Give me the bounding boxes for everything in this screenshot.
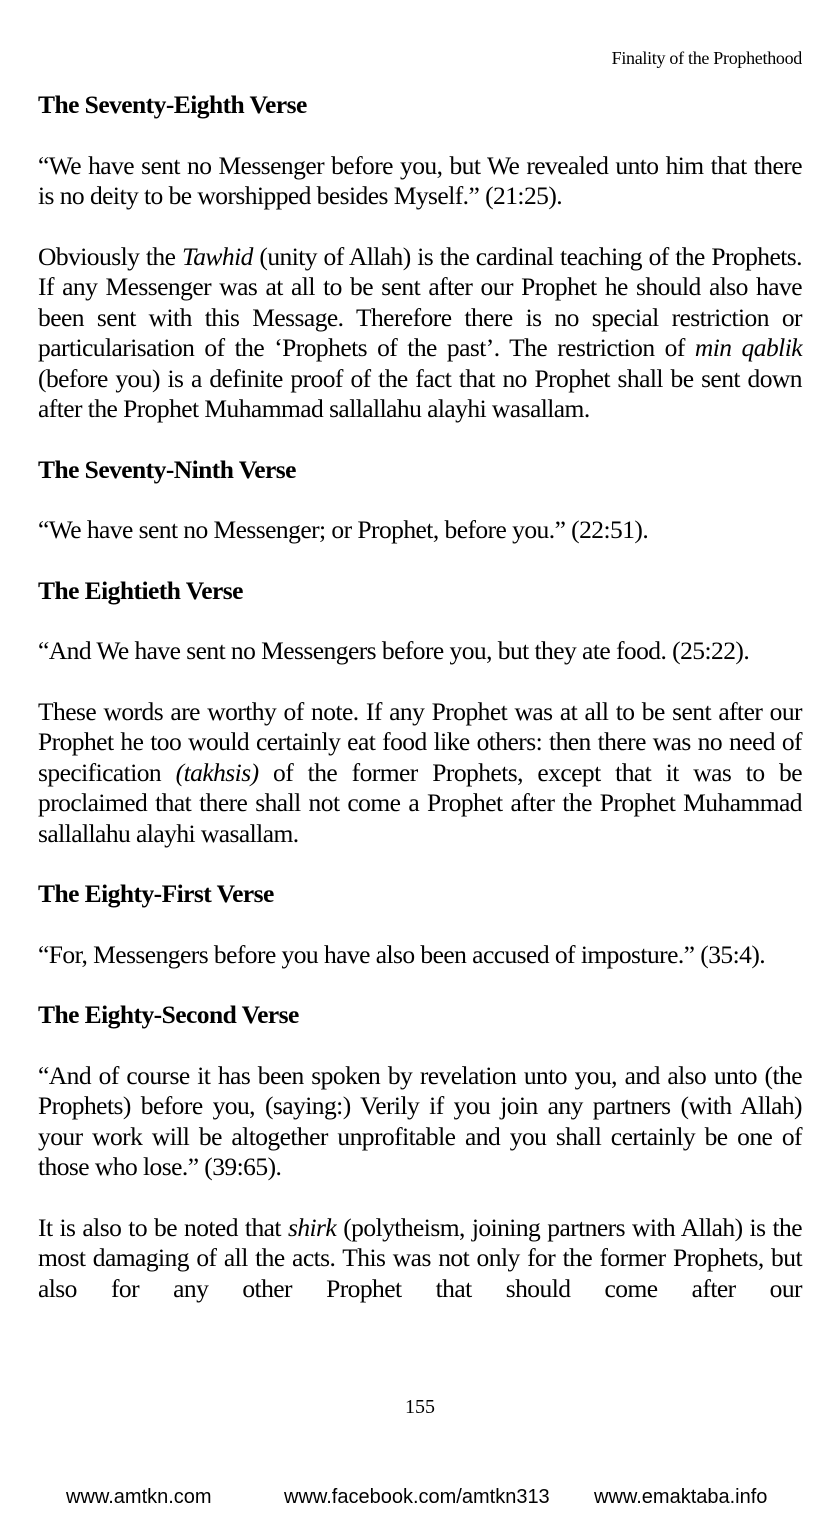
commentary-78 [38, 242, 802, 425]
commentary-82-text-1: It is also to be noted that [38, 1212, 288, 1242]
page-number: 155 [405, 1396, 435, 1418]
verse-quote-82: “And of course it has been spoken by revelation unto you, and also unto (the Prophets) before you, (saying:) Verily if you join any partners (with Allah) your work will be altogether unprofitable and you shall certainly be one of those who lose.” (39:65). [38, 1060, 802, 1181]
section-heading-80: The Eightieth Verse [38, 575, 243, 605]
footer-link-emaktaba[interactable]: www.emaktaba.info [594, 1486, 768, 1508]
commentary-80 [38, 697, 802, 850]
footer-link-facebook[interactable]: www.facebook.com/amtkn313 [284, 1486, 550, 1508]
commentary-78-text-1: Obviously the [38, 241, 182, 271]
verse-quote-80: “And We have sent no Messengers before you, but they ate food. (25:22). [38, 636, 750, 665]
section-heading-79: The Seventy-Ninth Verse [38, 454, 296, 484]
verse-quote-81: “For, Messengers before you have also been accused of imposture.” (35:4). [38, 939, 766, 969]
commentary-78-text-2: (unity of Allah) is the cardinal teaching of the Prophets. If any Messenger was at all to be sent after our Prophet he should also have been sent with this Message. Therefore there is no special restriction or particularisation of the ‘Prophets of the past’. The restriction of [38, 241, 802, 362]
commentary-78-text-3: (before you) is a definite proof of the fact that no Prophet shall be sent down after the Prophet Muhammad sallallahu alayhi wasallam. [38, 363, 802, 423]
term-min-qablik: min qablik [694, 333, 802, 362]
commentary-82 [38, 1213, 802, 1305]
footer-link-amtkn[interactable]: www.amtkn.com [66, 1486, 212, 1508]
section-heading-81: The Eighty-First Verse [38, 879, 274, 908]
term-shirk: shirk [287, 1212, 337, 1242]
verse-quote-79: “We have sent no Messenger; or Prophet, before you.” (22:51). [38, 515, 649, 544]
verse-quote-78: “We have sent no Messenger before you, but We revealed unto him that there is no deity to be worshipped besides Myself.” (21:25). [38, 150, 802, 210]
term-takhsis: (takhsis) [175, 757, 259, 787]
commentary-80-text-2: of the former Prophets, except that it was to be proclaimed that there shall not come a Prophet after the Prophet Muhammad sallallahu alayhi wasallam. [38, 757, 802, 848]
section-heading-82: The Eighty-Second Verse [38, 1000, 299, 1029]
page-content [38, 90, 802, 1304]
running-header: Finality of the Prophethood [611, 48, 802, 68]
commentary-82-text-2: (polytheism, joining partners with Allah) is the most damaging of all the acts. This was not only for the former Prophets, but also for any other Prophet that should come after our [38, 1212, 802, 1303]
term-tawhid: Tawhid [181, 241, 253, 271]
commentary-80-text-1: These words are worthy of note. If any Prophet was at all to be sent after our Prophet he too would certainly eat food like others: then there was no need of specification [38, 696, 802, 787]
section-heading-78: The Seventy-Eighth Verse [38, 90, 307, 119]
